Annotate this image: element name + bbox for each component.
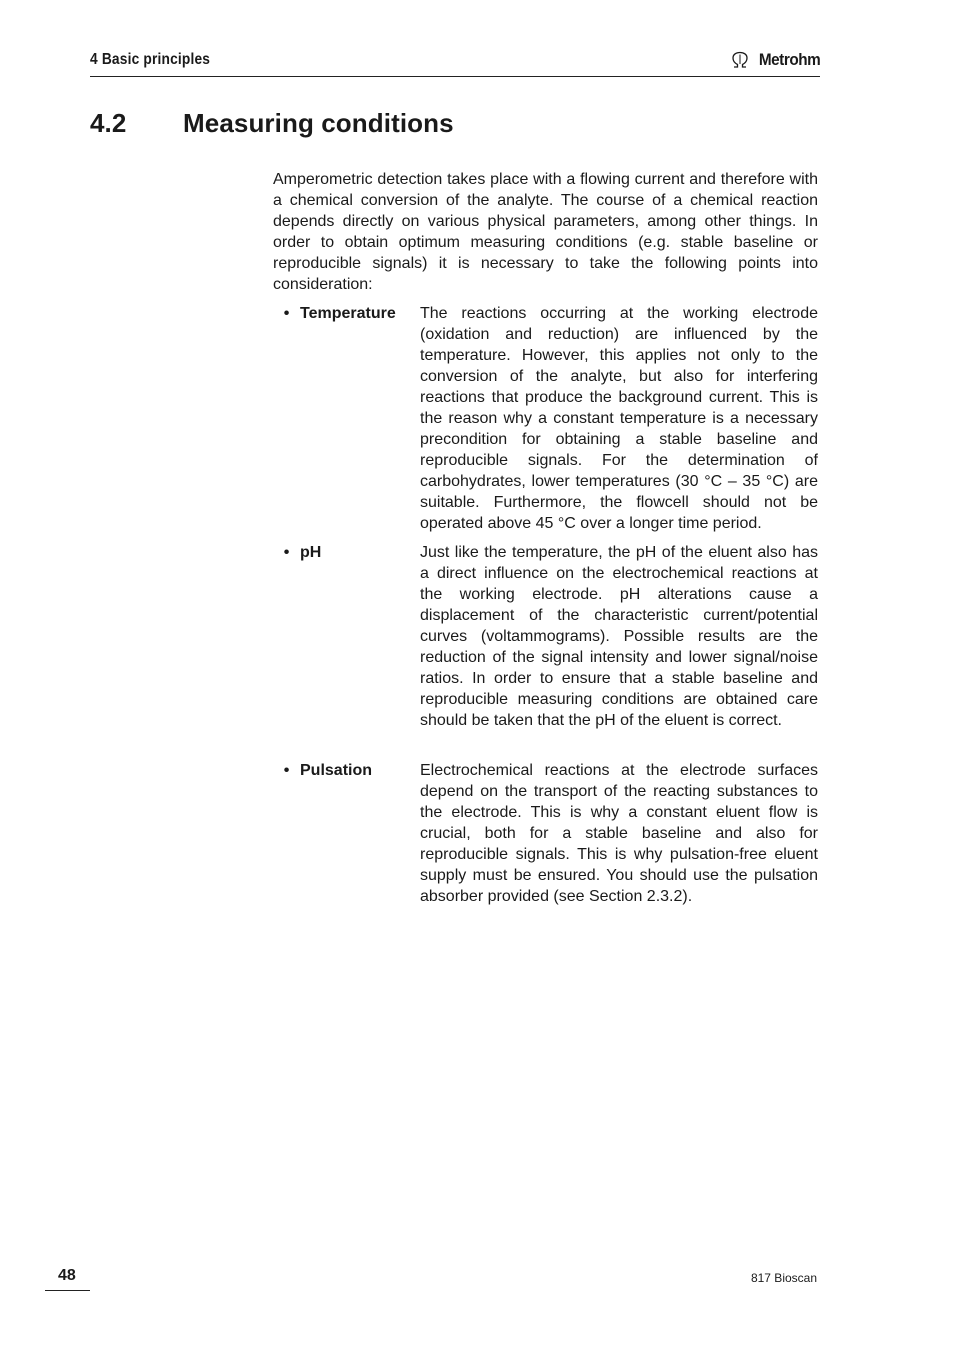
- item-term: pH: [300, 544, 322, 561]
- section-number: 4.2: [90, 108, 127, 138]
- intro-paragraph: Amperometric detection takes place with a flowing current and therefore with a chemical conversion of the analyte. The course of a chemical reaction depends directly on various physical parameters, among other things. In order to obtain optimum measuring conditions (e.g. stable baseline or reproducible signals) it is necessary to take the following points into consideration:: [273, 171, 818, 293]
- page-header: [90, 48, 820, 77]
- page-number: 48: [58, 1267, 76, 1284]
- product-name: 817 Bioscan: [750, 1271, 817, 1285]
- bullet-icon: •: [283, 544, 290, 561]
- brand-name: Metrohm: [758, 50, 820, 69]
- section-heading: Measuring conditions: [183, 108, 454, 138]
- item-term: Pulsation: [300, 762, 373, 779]
- page-number-box: [45, 1265, 90, 1291]
- brand-logo: [730, 50, 820, 70]
- omega-logo-icon: [730, 51, 750, 69]
- item-description: Just like the temperature, the pH of the eluent also has a direct influence on the electrochemical reactions at the working electrode. pH alterations cause a displacement of the characteristic current/potential curves (voltammograms). Possible results are the reduction of the signal intensity and lower signal/noise ratios. In order to ensure that a stable baseline and reproducible measuring conditions are obtained care should be taken that the pH of the eluent is correct.: [420, 544, 818, 729]
- item-description: Electrochemical reactions at the electrode surfaces depend on the transport of the reacting substances to the electrode. This is why a constant eluent flow is crucial, both for a stable baseline and also for reproducible signals. This is why pulsation-free eluent supply must be ensured. You should use the pulsation absorber provided (see Section 2.3.2).: [420, 762, 818, 905]
- section-title: [90, 108, 454, 139]
- item-term: Temperature: [300, 305, 396, 322]
- chapter-heading: 4 Basic principles: [90, 51, 211, 68]
- bullet-icon: •: [283, 762, 290, 779]
- item-description: The reactions occurring at the working electrode (oxidation and reduction) are influenced by the temperature. However, this applies not only to the conversion of the analyte, but also for interfering reactions that produce the background current. This is the reason why a constant temperature is a necessary precondition for obtaining a stable baseline and reproducible signals. For the determination of carbohydrates, lower temperatures (30 °C – 35 °C) are suitable. Furthermore, the flowcell should not be operated above 45 °C over a longer time period.: [420, 305, 818, 532]
- bullet-icon: •: [283, 305, 290, 322]
